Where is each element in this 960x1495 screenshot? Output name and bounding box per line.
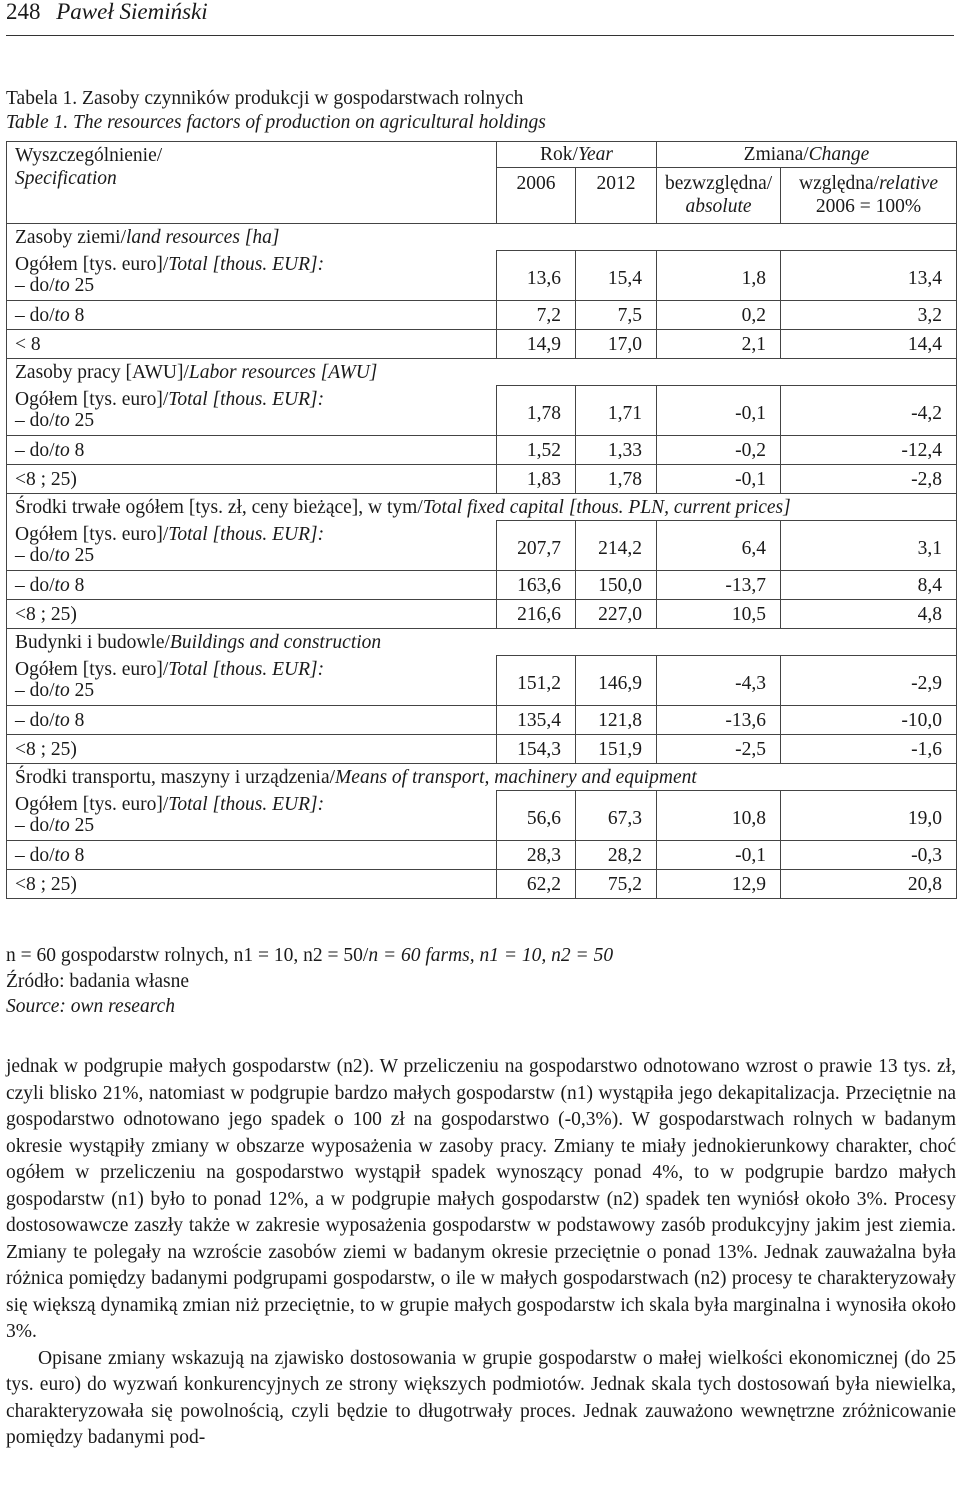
row-label-line <box>15 574 488 597</box>
paragraph-2: Opisane zmiany wskazują na zjawisko dostosowania w grupie gospodarstw o małej wielkości ekonomicznej (do 25 tys. euro) do wyzwań konkurencyjnych ze strony większych podmiotów. Jednak skala tych dostosowań była niewielka, charakteryzowała się powolnością, czyli będzie to długotrwały proces. Jednak zauważono wewnętrzne zróżnicowanie pomiędzy badanymi pod- <box>6 1347 956 1448</box>
table-row <box>7 791 957 841</box>
row-label <box>7 706 497 735</box>
section-header-row <box>7 764 957 791</box>
row-sublabel-pl: – do/ <box>15 275 55 297</box>
sample-note-en: n = 60 farms, n1 = 10, n2 = 50 <box>368 945 614 966</box>
value-cell: 4,8 <box>781 600 957 629</box>
row-sublabel-tail: 25 <box>69 275 95 297</box>
row-label-pl: – do/ <box>15 574 55 596</box>
relative-header-en: relative <box>879 173 938 194</box>
row-label <box>7 386 497 436</box>
row-label <box>7 571 497 600</box>
row-label-line <box>15 873 488 896</box>
table-caption-en: Table 1. The resources factors of production on agricultural holdings <box>6 112 546 133</box>
row-label-en: Total [thous. EUR]: <box>168 524 325 546</box>
source-note-pl: Źródło: badania własne <box>6 970 190 992</box>
row-label-en: Total [thous. EUR]: <box>168 659 325 681</box>
row-label-line <box>15 794 488 815</box>
value-cell: -0,3 <box>781 841 957 870</box>
value-cell: 6,4 <box>657 521 781 571</box>
value-cell: 1,33 <box>576 436 657 465</box>
row-label-pl: Ogółem [tys. euro]/ <box>15 389 169 411</box>
spec-header-pl: Wyszczególnienie/ <box>15 145 163 166</box>
row-label-en: Total [thous. EUR]: <box>168 254 325 276</box>
header-row-1 <box>7 142 957 168</box>
row-label-pl: Ogółem [tys. euro]/ <box>15 524 169 546</box>
value-cell: 227,0 <box>576 600 657 629</box>
value-cell: -10,0 <box>781 706 957 735</box>
row-label-line <box>15 304 488 327</box>
section-title-pl: Zasoby pracy [AWU]/ <box>15 361 189 383</box>
row-label-tail: 8 <box>69 844 85 866</box>
row-label-pl: – do/ <box>15 709 55 731</box>
row-label <box>7 841 497 870</box>
row-sublabel-en: to <box>54 545 70 567</box>
page-number: 248 <box>6 0 41 24</box>
row-label-line <box>15 333 488 356</box>
row-sublabel-en: to <box>54 275 70 297</box>
value-cell: 0,2 <box>657 301 781 330</box>
value-cell: -12,4 <box>781 436 957 465</box>
row-sublabel-tail: 25 <box>69 410 95 432</box>
row-sublabel <box>15 545 488 566</box>
value-cell: 1,52 <box>497 436 576 465</box>
row-label-pl: – do/ <box>15 439 55 461</box>
value-cell: 8,4 <box>781 571 957 600</box>
row-label-line <box>15 389 488 410</box>
row-label-pl: – do/ <box>15 304 55 326</box>
section-title-pl: Budynki i budowle/ <box>15 631 170 653</box>
value-cell: 14,4 <box>781 330 957 359</box>
section-header-row <box>7 359 957 386</box>
section-title-en: land resources [ha] <box>126 226 280 248</box>
body-text <box>6 1054 956 1452</box>
row-sublabel-en: to <box>54 815 70 837</box>
row-label-pl: Ogółem [tys. euro]/ <box>15 794 169 816</box>
value-cell: 135,4 <box>497 706 576 735</box>
row-label-pl: Ogółem [tys. euro]/ <box>15 254 169 276</box>
value-cell: 15,4 <box>576 251 657 301</box>
row-label <box>7 870 497 899</box>
change-header-pl: Zmiana/ <box>743 144 809 165</box>
section-title-en: Means of transport, machinery and equipment <box>335 766 697 788</box>
value-cell: -13,7 <box>657 571 781 600</box>
absolute-header-en: absolute <box>685 196 752 217</box>
spec-header-en: Specification <box>15 168 117 189</box>
value-cell: -2,8 <box>781 465 957 494</box>
value-cell: -1,6 <box>781 735 957 764</box>
section-title-pl: Środki transportu, maszyny i urządzenia/ <box>15 766 336 788</box>
value-cell: 7,5 <box>576 301 657 330</box>
row-label-line <box>15 844 488 867</box>
section-title <box>7 629 957 656</box>
value-cell: -0,1 <box>657 465 781 494</box>
value-cell: 20,8 <box>781 870 957 899</box>
value-cell: 3,2 <box>781 301 957 330</box>
value-cell: 207,7 <box>497 521 576 571</box>
row-sublabel-en: to <box>54 410 70 432</box>
source-note-en: Source: own research <box>6 996 175 1017</box>
row-label-pl: – do/ <box>15 844 55 866</box>
row-label-pl: <8 ; 25) <box>15 468 77 490</box>
author-name: Paweł Siemiński <box>56 0 208 24</box>
table-row <box>7 386 957 436</box>
row-label-tail: 8 <box>69 574 85 596</box>
table-notes <box>6 943 613 1020</box>
row-label <box>7 791 497 841</box>
value-cell: 1,78 <box>576 465 657 494</box>
row-label-line <box>15 254 488 275</box>
row-label-en: to <box>54 574 70 596</box>
relative-base: 2006 = 100% <box>815 196 922 217</box>
value-cell: 163,6 <box>497 571 576 600</box>
row-label-en: to <box>54 304 70 326</box>
paragraph-1: jednak w podgrupie małych gospodarstw (n2). W przeliczeniu na gospodarstwo odnotowano wzrost o prawie 13 tys. zł, czyli blisko 21%, natomiast w podgrupie bardzo małych gospodarstw (n1) wystąpiła jego dekapitalizacja. Przeciętnie na gospodarstwo odnotowano jego spadek o 100 zł na gospodarstwo (-0,3%). W gospodarstwach rolnych w badanym okresie wystąpiły zmiany w obszarze wyposażenia w zasoby pracy. Zmiany te miały jednokierunkowy charakter, choć ogółem w przeliczeniu na gospodarstwo wystąpił spadek wynoszący ponad 4%, to w podgrupie bardzo małych gospodarstw (n1) było to ponad 12%, a w podgrupie małych gospodarstw (n2) spadek ten wyniósł około 3%. Procesy dostosowawcze zaszły także w zakresie wyposażenia gospodarstw w podstawowy zasób produkcyjny jakim jest ziemia. Zmiany te polegały na wzroście zasobów ziemi w badanym okresie przeciętnie o ponad 13%. Jednak zauważalna była różnica pomiędzy badanymi podgrupami gospodarstw, o ile w małych gospodarstwach (n2) procesy te charakteryzowały się większą dynamiką zmian niż przeciętnie, to w grupie małych gospodarstw ich skala była marginalna i wynosiła około 3%. <box>6 1056 956 1342</box>
section-title <box>7 494 957 521</box>
relative-change-header <box>781 168 957 224</box>
absolute-change-header <box>657 168 781 224</box>
resources-table <box>6 141 957 899</box>
row-label-line <box>15 524 488 545</box>
value-cell: -0,1 <box>657 841 781 870</box>
row-label-pl: Ogółem [tys. euro]/ <box>15 659 169 681</box>
row-label-line <box>15 603 488 626</box>
value-cell: 62,2 <box>497 870 576 899</box>
year-2012-header: 2012 <box>576 168 657 224</box>
row-label-line <box>15 468 488 491</box>
value-cell: 1,83 <box>497 465 576 494</box>
row-label-tail: 8 <box>69 709 85 731</box>
change-header <box>657 142 957 168</box>
row-label-en: Total [thous. EUR]: <box>168 794 325 816</box>
year-header-en: Year <box>577 144 613 165</box>
value-cell: 28,2 <box>576 841 657 870</box>
row-sublabel-pl: – do/ <box>15 680 55 702</box>
value-cell: -4,3 <box>657 656 781 706</box>
table-row <box>7 330 957 359</box>
row-sublabel-en: to <box>54 680 70 702</box>
section-title-en: Labor resources [AWU] <box>188 361 378 383</box>
table-row <box>7 465 957 494</box>
section-title <box>7 359 957 386</box>
value-cell: 13,6 <box>497 251 576 301</box>
year-2006-header: 2006 <box>497 168 576 224</box>
table-row <box>7 251 957 301</box>
value-cell: 151,9 <box>576 735 657 764</box>
header-rule <box>6 35 954 36</box>
section-title-pl: Środki trwałe ogółem [tys. zł, ceny bieżące], w tym/ <box>15 496 423 518</box>
table-row <box>7 735 957 764</box>
value-cell: -0,2 <box>657 436 781 465</box>
table-row <box>7 600 957 629</box>
value-cell: 216,6 <box>497 600 576 629</box>
row-label-tail: 8 <box>69 439 85 461</box>
value-cell: 1,8 <box>657 251 781 301</box>
value-cell: 19,0 <box>781 791 957 841</box>
value-cell: 121,8 <box>576 706 657 735</box>
row-sublabel-pl: – do/ <box>15 815 55 837</box>
row-label <box>7 735 497 764</box>
value-cell: 17,0 <box>576 330 657 359</box>
row-sublabel-pl: – do/ <box>15 545 55 567</box>
value-cell: -4,2 <box>781 386 957 436</box>
value-cell: 1,71 <box>576 386 657 436</box>
row-label-line <box>15 659 488 680</box>
change-header-en: Change <box>808 144 870 165</box>
value-cell: 10,8 <box>657 791 781 841</box>
value-cell: 1,78 <box>497 386 576 436</box>
section-header-row <box>7 629 957 656</box>
row-label <box>7 465 497 494</box>
value-cell: 154,3 <box>497 735 576 764</box>
table-row <box>7 521 957 571</box>
sample-note-pl: n = 60 gospodarstw rolnych, n1 = 10, n2 = 50/ <box>6 945 369 966</box>
row-sublabel-tail: 25 <box>69 545 95 567</box>
section-title-en: Total fixed capital [thous. PLN, current prices] <box>422 496 791 518</box>
table-row <box>7 841 957 870</box>
row-sublabel <box>15 410 488 431</box>
row-label-line <box>15 709 488 732</box>
value-cell: -13,6 <box>657 706 781 735</box>
row-label-en: Total [thous. EUR]: <box>168 389 325 411</box>
row-label-en: to <box>54 844 70 866</box>
value-cell: 151,2 <box>497 656 576 706</box>
running-head <box>6 0 208 25</box>
row-label-en: to <box>54 709 70 731</box>
section-title-en: Buildings and construction <box>169 631 382 653</box>
value-cell: 214,2 <box>576 521 657 571</box>
table-row <box>7 706 957 735</box>
table-row <box>7 301 957 330</box>
section-title <box>7 764 957 791</box>
value-cell: 10,5 <box>657 600 781 629</box>
table-row <box>7 571 957 600</box>
row-sublabel-tail: 25 <box>69 815 95 837</box>
row-label-pl: <8 ; 25) <box>15 603 77 625</box>
section-header-row <box>7 494 957 521</box>
section-header-row <box>7 224 957 251</box>
row-label-line <box>15 738 488 761</box>
sample-note <box>6 943 613 969</box>
relative-header <box>789 172 948 195</box>
row-label <box>7 330 497 359</box>
row-sublabel-pl: – do/ <box>15 410 55 432</box>
value-cell: 12,9 <box>657 870 781 899</box>
value-cell: -2,5 <box>657 735 781 764</box>
value-cell: 13,4 <box>781 251 957 301</box>
table-body <box>7 142 957 899</box>
table-row <box>7 870 957 899</box>
row-label <box>7 301 497 330</box>
row-label <box>7 251 497 301</box>
value-cell: 75,2 <box>576 870 657 899</box>
row-label <box>7 436 497 465</box>
value-cell: 146,9 <box>576 656 657 706</box>
section-title-pl: Zasoby ziemi/ <box>15 226 127 248</box>
row-label <box>7 521 497 571</box>
value-cell: 28,3 <box>497 841 576 870</box>
year-header <box>497 142 657 168</box>
table-row <box>7 656 957 706</box>
table-caption-pl: Tabela 1. Zasoby czynników produkcji w gospodarstwach rolnych <box>6 88 524 109</box>
row-label <box>7 600 497 629</box>
table-row <box>7 436 957 465</box>
row-label-pl: <8 ; 25) <box>15 738 77 760</box>
value-cell: 3,1 <box>781 521 957 571</box>
value-cell: 14,9 <box>497 330 576 359</box>
value-cell: 150,0 <box>576 571 657 600</box>
row-label-pl: <8 ; 25) <box>15 873 77 895</box>
year-header-pl: Rok/ <box>540 144 578 165</box>
row-sublabel-tail: 25 <box>69 680 95 702</box>
relative-header-pl: względna/ <box>799 173 880 194</box>
row-label-tail: 8 <box>69 304 85 326</box>
row-sublabel <box>15 275 488 296</box>
row-label-pl: < 8 <box>15 333 41 355</box>
value-cell: -0,1 <box>657 386 781 436</box>
row-label <box>7 656 497 706</box>
row-label-en: to <box>54 439 70 461</box>
value-cell: 2,1 <box>657 330 781 359</box>
absolute-header-pl: bezwzględna/ <box>665 173 773 194</box>
section-title <box>7 224 957 251</box>
row-label-line <box>15 439 488 462</box>
spec-header-cell <box>7 142 497 224</box>
row-sublabel <box>15 680 488 701</box>
value-cell: 7,2 <box>497 301 576 330</box>
row-sublabel <box>15 815 488 836</box>
value-cell: -2,9 <box>781 656 957 706</box>
value-cell: 56,6 <box>497 791 576 841</box>
value-cell: 67,3 <box>576 791 657 841</box>
